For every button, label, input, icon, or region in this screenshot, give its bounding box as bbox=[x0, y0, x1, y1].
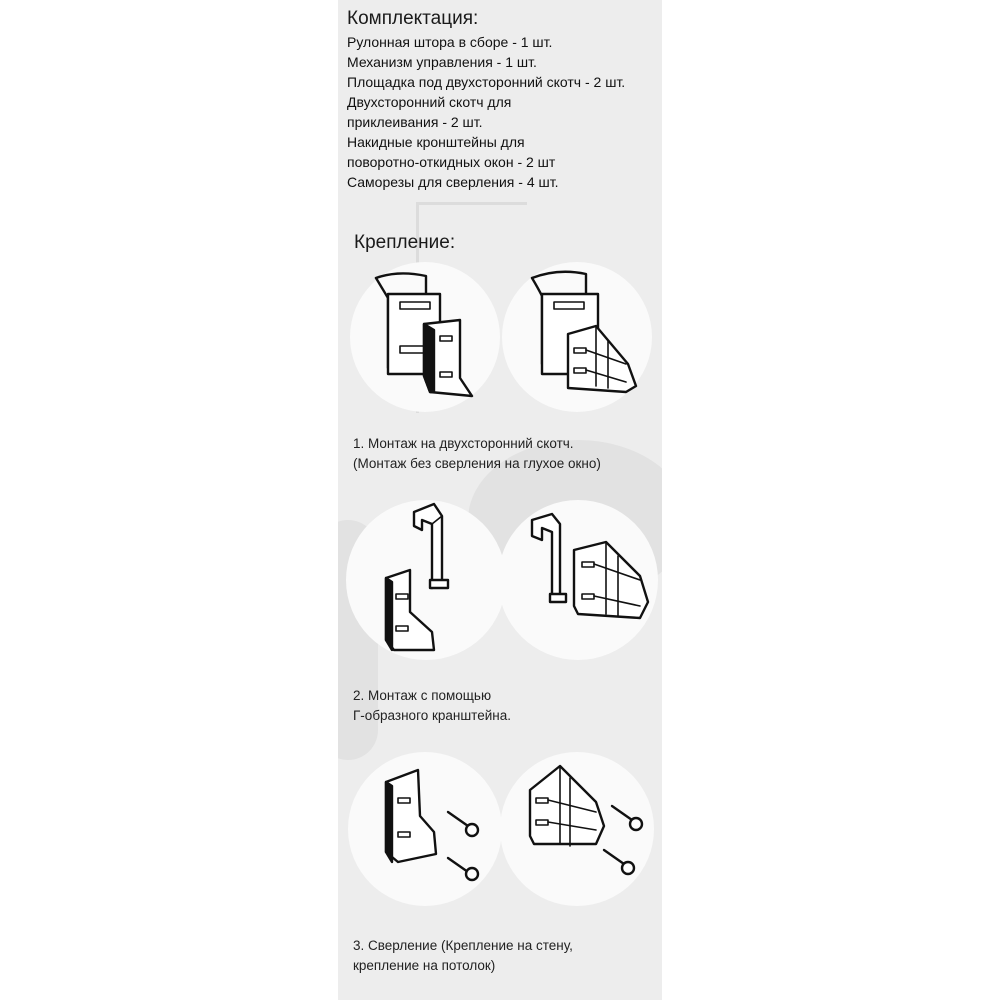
drill-mount-assembled-illustration bbox=[524, 762, 662, 892]
kit-item: Рулонная штора в сборе - 1 шт. bbox=[347, 34, 553, 50]
kit-item: Площадка под двухсторонний скотч - 2 шт. bbox=[347, 74, 626, 90]
kit-list bbox=[347, 32, 625, 192]
step-1-line-1: 1. Монтаж на двухсторонний скотч. bbox=[353, 436, 574, 451]
instruction-sheet bbox=[338, 0, 662, 1000]
kit-item: Механизм управления - 1 шт. bbox=[347, 54, 537, 70]
step-2-line-2: Г-образного кранштейна. bbox=[353, 708, 511, 723]
step-2-line-1: 2. Монтаж с помощью bbox=[353, 688, 492, 703]
kit-item: Двухсторонний скотч для bbox=[347, 94, 512, 110]
l-bracket-mount-parts-illustration bbox=[374, 500, 494, 660]
mounting-title: Крепление: bbox=[354, 232, 456, 253]
l-bracket-mount-assembled-illustration bbox=[524, 510, 662, 640]
kit-item: приклеивания - 2 шт. bbox=[347, 114, 483, 130]
kit-title: Комплектация: bbox=[347, 8, 479, 29]
kit-item: Накидные кронштейны для bbox=[347, 134, 525, 150]
drill-mount-parts-illustration bbox=[378, 762, 498, 892]
step-3-line-1: 3. Сверление (Крепление на стену, bbox=[353, 938, 573, 953]
tape-mount-assembled-illustration bbox=[528, 268, 648, 408]
step-3-line-2: крепление на потолок) bbox=[353, 958, 496, 973]
kit-item: Саморезы для сверления - 4 шт. bbox=[347, 174, 559, 190]
step-1-line-2: (Монтаж без сверления на глухое окно) bbox=[353, 456, 601, 471]
kit-item: поворотно-откидных окон - 2 шт bbox=[347, 154, 556, 170]
tape-mount-plate-illustration bbox=[368, 268, 488, 408]
